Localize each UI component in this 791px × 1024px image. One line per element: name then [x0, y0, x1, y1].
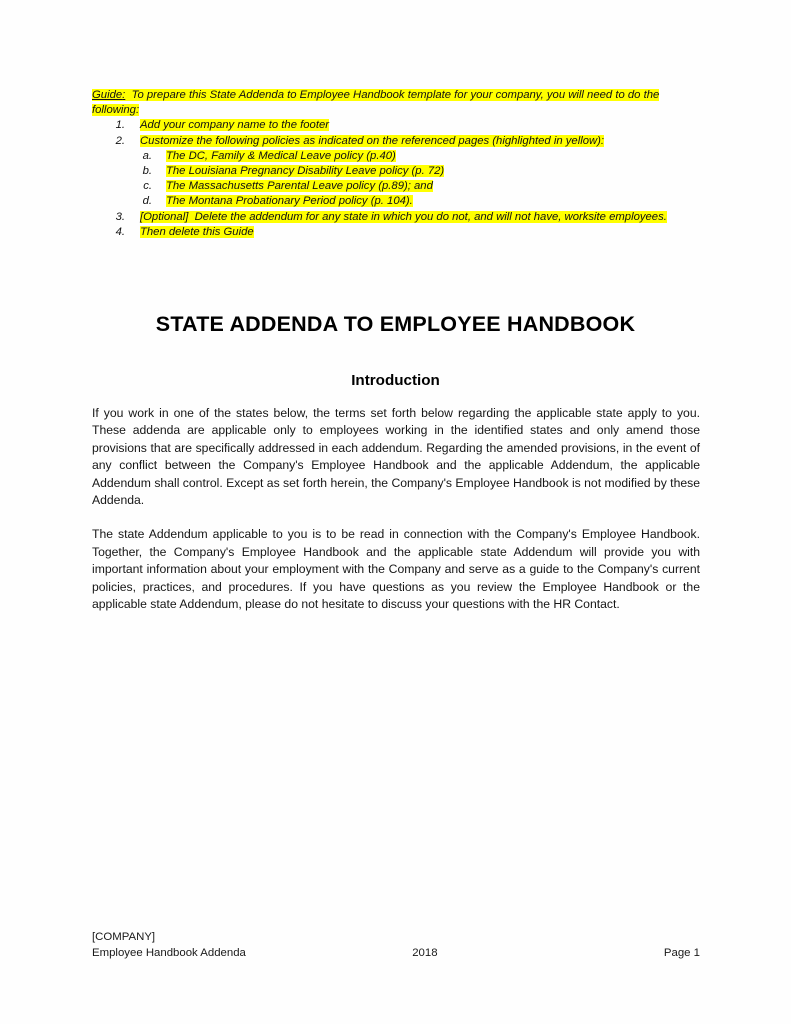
- list-marker: 4.: [115, 225, 125, 238]
- sublist-marker: a.: [142, 149, 152, 162]
- footer-year: 2018: [412, 946, 438, 959]
- body-copy: [92, 405, 700, 613]
- sublist-item-text: The Louisiana Pregnancy Disability Leave policy (p. 72): [166, 165, 445, 178]
- footer-row: [92, 946, 700, 962]
- list-item-text: Customize the following policies as indicated on the referenced pages (highlighted in yellow):: [140, 134, 605, 147]
- sublist-marker: b.: [142, 165, 152, 178]
- list-item-text: Then delete this Guide: [140, 225, 254, 238]
- guide-sublist-item: [92, 194, 702, 209]
- guide-label-colon: :: [122, 89, 126, 101]
- guide-sublist-item: [92, 179, 702, 194]
- guide-intro-text: To prepare this State Addenda to Employee Handbook template for your company, you will need to do the following:: [92, 89, 660, 117]
- list-marker: 3.: [115, 210, 125, 223]
- sublist-marker: c.: [143, 180, 152, 193]
- list-marker: 2.: [115, 134, 125, 147]
- guide-list-item: [92, 225, 702, 240]
- guide-label: Guide: [92, 89, 123, 101]
- footer-page-number: Page 1: [663, 946, 700, 959]
- page-footer: [92, 930, 700, 961]
- section-heading-introduction: Introduction: [351, 372, 440, 389]
- list-item-text: Add your company name to the footer: [140, 119, 330, 132]
- footer-document-name: Employee Handbook Addenda: [92, 946, 246, 959]
- sublist-item-text: The DC, Family & Medical Leave policy (p.40): [166, 149, 396, 162]
- optional-tag: [Optional]: [140, 210, 189, 223]
- list-item-text: Delete the addendum for any state in which you do not, and will not have, worksite employees.: [194, 210, 667, 223]
- guide-list-item: [92, 210, 702, 225]
- guide-intro-paragraph: [92, 88, 702, 118]
- guide-list-item: [92, 134, 702, 149]
- guide-sublist-item: [92, 149, 702, 164]
- guide-sublist-item: [92, 164, 702, 179]
- sublist-item-text: The Massachusetts Parental Leave policy (p.89); and: [166, 180, 433, 193]
- intro-paragraph-1: If you work in one of the states below, the terms set forth below regarding the applicable state apply to you. These addenda are applicable only to employees working in the identified states and only amend those provisions that are specifically addressed in each addendum. Regarding the amended provisions, in the event of any conflict between the Company's Employee Handbook and the applicable Addendum, the applicable Addendum shall control. Except as set forth herein, the Company's Employee Handbook is not modified by these Addenda.: [92, 406, 700, 508]
- sublist-marker: d.: [142, 195, 152, 208]
- footer-company: [COMPANY]: [92, 931, 156, 943]
- guide-list-item: [92, 118, 702, 133]
- sublist-item-text: The Montana Probationary Period policy (p. 104).: [166, 195, 413, 208]
- guide-list: [92, 118, 702, 240]
- intro-paragraph-2: The state Addendum applicable to you is to be read in connection with the Company's Employee Handbook. Together, the Company's Employee Handbook and the applicable state Addendum will provide you with important information about your employment with the Company and serve as a guide to the Company's current policies, practices, and procedures. If you have questions as you review the Employee Handbook or the applicable state Addendum, please do not hesitate to discuss your questions with the HR Contact.: [92, 527, 700, 612]
- list-marker: 1.: [115, 119, 125, 132]
- guide-block: [92, 88, 702, 240]
- page-title: STATE ADDENDA TO EMPLOYEE HANDBOOK: [155, 312, 636, 336]
